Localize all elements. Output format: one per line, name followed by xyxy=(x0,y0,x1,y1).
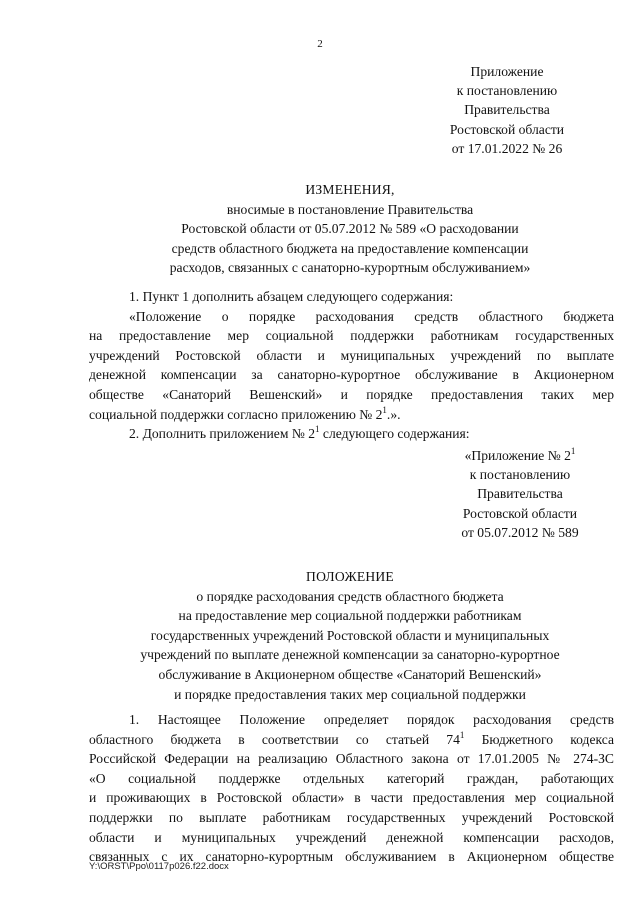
regulation-line: поддержки по выплате работникам государственных учреждений Ростовской xyxy=(89,809,614,825)
appendix-header-line: от 17.01.2022 № 26 xyxy=(451,140,563,156)
changes-title-line: расходов, связанных с санаторно-курортным обслуживанием» xyxy=(169,260,531,276)
item-1-last-text: социальной поддержки согласно приложению № 2 xyxy=(89,406,383,422)
page-number: 2 xyxy=(317,38,323,50)
superscript: 1 xyxy=(315,424,320,435)
regulation-title-line: государственных учреждений Ростовской области и муниципальных xyxy=(150,627,550,643)
item-1-line: учреждений Ростовской области и муниципальных учреждений по выплате xyxy=(89,347,614,363)
new-appendix-line xyxy=(440,446,600,465)
appendix-header-line: Приложение xyxy=(470,64,544,79)
regulation-title xyxy=(80,567,620,704)
regulation-line: области и муниципальных учреждений денежной компенсации расходов, xyxy=(89,829,614,845)
new-appendix-line: к постановлению xyxy=(469,467,571,483)
item-1-line: «Положение о порядке расходования средств областного бюджета xyxy=(129,308,614,324)
item-1-line: на предоставление мер социальной поддержки работникам государственных xyxy=(89,328,614,344)
new-appendix-line: от 05.07.2012 № 589 xyxy=(461,524,579,540)
regulation-line: «О социальной поддержке отдельных категорий граждан, работающих xyxy=(89,770,614,786)
item-1-paragraph xyxy=(89,287,614,444)
regulation-line-text: областного бюджета в соответствии со статьей 74 xyxy=(89,731,460,747)
regulation-heading: ПОЛОЖЕНИЕ xyxy=(306,569,394,584)
regulation-line-text: Бюджетного кодекса xyxy=(464,731,614,747)
item-1-line: 1. Пункт 1 дополнить абзацем следующего содержания: xyxy=(129,289,454,304)
new-appendix-line: Правительства xyxy=(477,486,563,502)
new-appendix-header xyxy=(440,446,600,542)
regulation-title-line: на предоставление мер социальной поддержки работникам xyxy=(178,608,522,624)
item-1-line: обществе «Санаторий Вешенский» и порядке предоставления таких мер xyxy=(89,386,614,402)
item-1-last-line xyxy=(89,405,614,425)
changes-title-line: средств областного бюджета на предоставление компенсации xyxy=(171,240,529,256)
file-path-footer: Y:\ORST\Ppo\0117p026.f22.docx xyxy=(89,861,229,872)
regulation-line: и проживающих в Ростовской области» в части предоставления мер социальной xyxy=(89,790,614,806)
regulation-paragraph-1 xyxy=(89,710,614,867)
item-1-line: денежной компенсации за санаторно-курортное обслуживание в Акционерном xyxy=(89,367,614,383)
regulation-title-line: и порядке предоставления таких мер социальной поддержки xyxy=(174,686,526,702)
appendix-header-line: к постановлению xyxy=(456,83,558,99)
item-2-line xyxy=(89,424,614,444)
appendix-header xyxy=(410,62,604,158)
new-appendix-line: Ростовской области xyxy=(462,505,578,521)
regulation-line: 1. Настоящее Положение определяет порядок расходования средств xyxy=(129,712,614,727)
item-2-suffix: следующего содержания: xyxy=(319,426,470,442)
new-appendix-title: «Приложение № 2 xyxy=(464,448,571,463)
changes-heading: ИЗМЕНЕНИЯ, xyxy=(305,182,395,197)
superscript: 1 xyxy=(570,446,576,456)
superscript: 1 xyxy=(459,729,465,740)
appendix-header-line: Ростовской области xyxy=(449,121,565,137)
changes-title xyxy=(80,180,620,278)
regulation-line: связанных с их санаторно-курортным обслуживанием в Акционерном обществе xyxy=(89,849,614,865)
regulation-title-line: обслуживание в Акционерном обществе «Санаторий Вешенский» xyxy=(158,666,542,682)
changes-title-line: вносимые в постановление Правительства xyxy=(226,201,474,217)
superscript: 1 xyxy=(382,404,387,415)
regulation-line xyxy=(89,730,614,750)
regulation-title-line: о порядке расходования средств областного бюджета xyxy=(196,588,504,604)
regulation-line: Российской Федерации на реализацию Областного закона от 17.01.2005 № 274-ЗС xyxy=(89,751,614,767)
item-2-text: 2. Дополнить приложением № 2 xyxy=(129,426,316,442)
changes-title-line: Ростовской области от 05.07.2012 № 589 «О расходовании xyxy=(181,221,519,237)
regulation-title-line: учреждений по выплате денежной компенсации за санаторно-курортное xyxy=(140,647,560,663)
appendix-header-line: Правительства xyxy=(464,102,550,118)
item-1-last-suffix: .». xyxy=(386,406,401,422)
